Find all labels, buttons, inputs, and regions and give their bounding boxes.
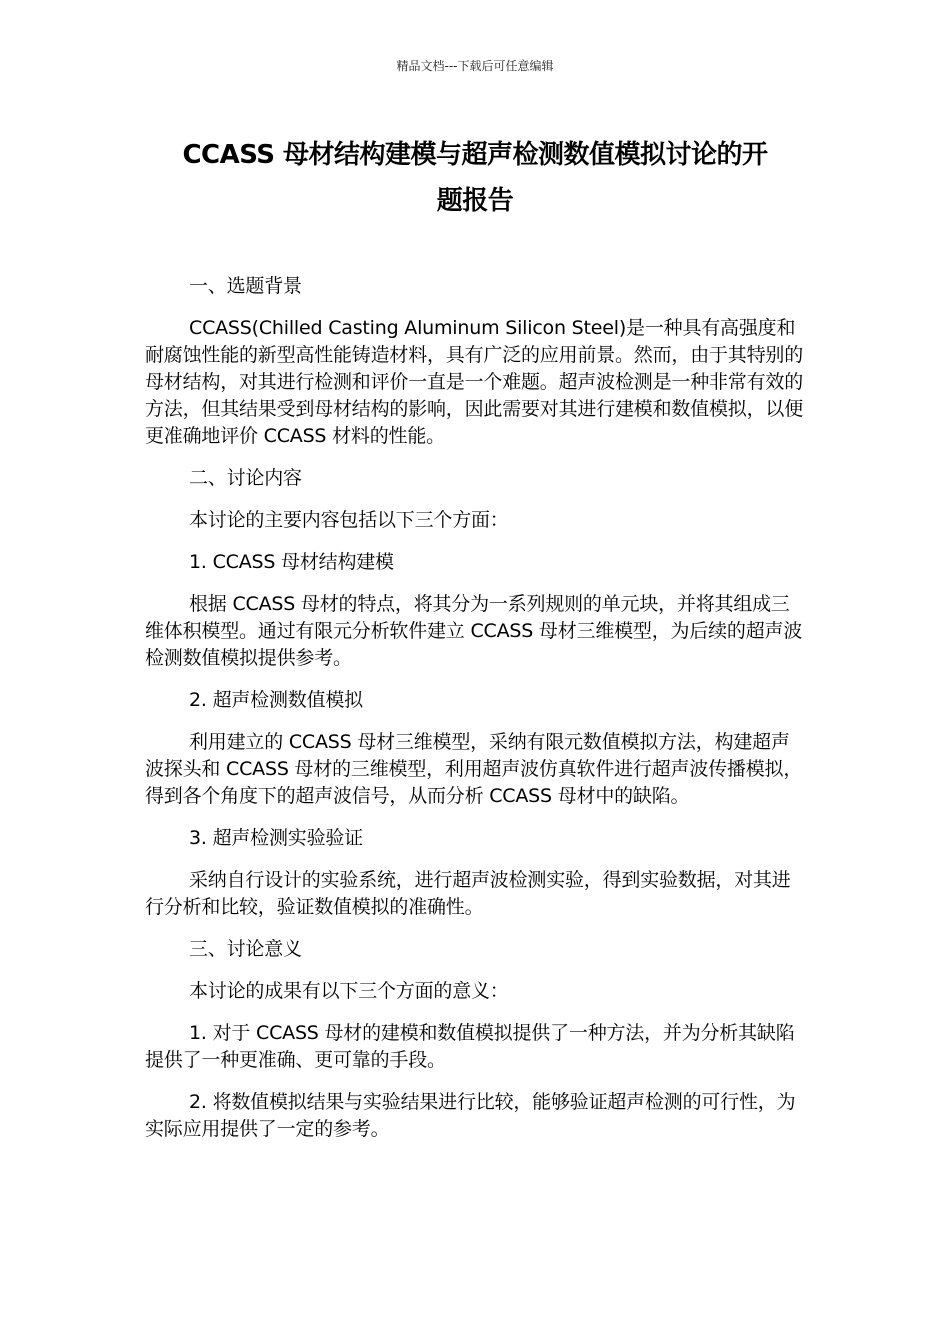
paragraph-content-intro: 本讨论的主要内容包括以下三个方面： bbox=[189, 509, 509, 531]
subheading-modeling: 1. CCASS 母材结构建模 bbox=[189, 551, 394, 573]
paragraph-background: CCASS(Chilled Casting Aluminum Silicon Steel)是一种具有高强度和耐腐蚀性能的新型高性能铸造材料，具有广泛的应用前景。然而，由于其特别的母材结构，对其进行检测和评价一直是一个难题。超声波检测是一种非常有效的方法，但其结果受到母材结构的影响，因此需要对其进行建模和数值模拟，以便更准确地评价 CCASS 材料的性能。 bbox=[145, 317, 804, 447]
section-heading-background: 一、选题背景 bbox=[189, 275, 302, 297]
document-title-line-1: CCASS 母材结构建模与超声检测数值模拟讨论的开 bbox=[182, 140, 768, 170]
paragraph-experiment: 采纳自行设计的实验系统，进行超声波检测实验，得到实验数据，对其进行分析和比较，验证数值模拟的准确性。 bbox=[145, 869, 791, 918]
subheading-experiment: 3. 超声检测实验验证 bbox=[189, 827, 363, 849]
paragraph-significance-item-2: 2. 将数值模拟结果与实验结果进行比较，能够验证超声检测的可行性，为实际应用提供了一定的参考。 bbox=[145, 1091, 796, 1140]
header-note: 精品文档---下载后可任意编辑 bbox=[396, 59, 554, 73]
paragraph-significance-item-1: 1. 对于 CCASS 母材的建模和数值模拟提供了一种方法，并为分析其缺陷提供了一种更准确、更可靠的手段。 bbox=[145, 1022, 795, 1071]
paragraph-significance-intro: 本讨论的成果有以下三个方面的意义： bbox=[189, 980, 509, 1002]
section-heading-significance: 三、讨论意义 bbox=[189, 938, 302, 960]
document-body bbox=[145, 273, 807, 1143]
section-heading-content: 二、讨论内容 bbox=[189, 467, 302, 489]
document-title bbox=[140, 132, 810, 224]
document-title-line-2: 题报告 bbox=[436, 186, 514, 216]
paragraph-modeling: 根据 CCASS 母材的特点，将其分为一系列规则的单元块，并将其组成三维体积模型。通过有限元分析软件建立 CCASS 母材三维模型，为后续的超声波检测数值模拟提供参考。 bbox=[145, 593, 803, 669]
paragraph-simulation: 利用建立的 CCASS 母材三维模型，采纳有限元数值模拟方法，构建超声波探头和 CCASS 母材的三维模型，利用超声波仿真软件进行超声波传播模拟，得到各个角度下的超声波信号，从而分析 CCASS 母材中的缺陷。 bbox=[145, 731, 803, 807]
subheading-simulation: 2. 超声检测数值模拟 bbox=[189, 689, 363, 711]
